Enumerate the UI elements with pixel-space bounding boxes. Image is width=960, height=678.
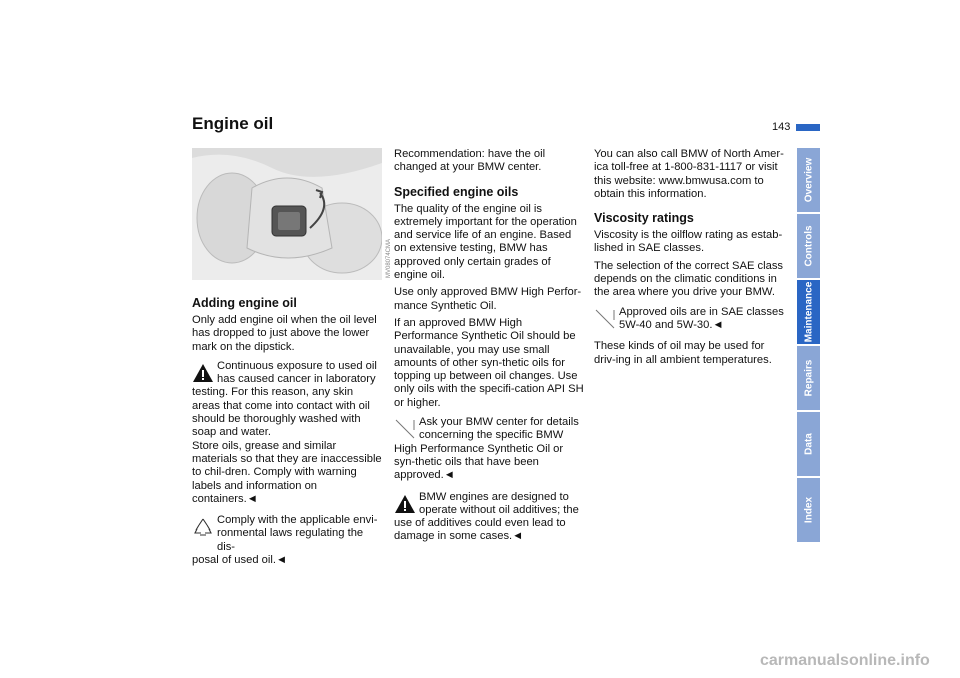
section-tabs (797, 148, 820, 544)
warning-note-cancer (192, 360, 384, 506)
svg-text:MV08074CMA: MV08074CMA (386, 238, 392, 278)
warning-note-additives (394, 491, 586, 544)
column-1 (192, 296, 384, 575)
note-icon (594, 308, 616, 330)
page-title: Engine oil (192, 114, 274, 133)
column-2 (394, 148, 586, 552)
warning-icon (394, 493, 416, 515)
tab-repairs[interactable]: Repairs (797, 346, 820, 410)
environment-note (192, 514, 384, 567)
warning-body: use of additives could even lead to damage in some cases.◄ (394, 517, 566, 543)
environment-lead: Comply with the applicable envi-ronmental laws regulating the dis- (217, 514, 378, 553)
recycle-icon (192, 516, 214, 538)
engine-oil-filler-photo (192, 148, 382, 280)
warning-lead: Continuous exposure to used oil has caused cancer in laboratory (217, 359, 377, 386)
tab-controls[interactable]: Controls (797, 214, 820, 278)
footer-watermark: carmanualsonline.info (760, 652, 930, 669)
heading-viscosity-ratings: Viscosity ratings (594, 211, 694, 226)
paragraph-select: The selection of the correct SAE class depends on the climatic conditions in the area where you drive your BMW. (594, 259, 784, 299)
heading-adding-engine-oil: Adding engine oil (192, 296, 297, 310)
tab-overview[interactable]: Overview (797, 148, 820, 212)
note-lead: Ask your BMW center for details concerning the specific BMW (419, 416, 579, 442)
page-number-bar (796, 124, 820, 131)
paragraph-if: If an approved BMW High Performance Synthetic Oil should be unavailable, you may use small amounts of other syn-thetic oils for topping up between oil changes. Use only oils with the specifi-cation API SH or higher. (394, 316, 584, 409)
note-approved-oils (594, 306, 786, 333)
tab-maintenance[interactable]: Maintenance (797, 280, 820, 344)
note-body: High Performance Synthetic Oil or syn-thetic oils that have been approved.◄ (394, 442, 564, 482)
paragraph-adding: Only add engine oil when the oil level has dropped to just above the lower mark on the dipstick. (192, 314, 377, 353)
heading-specified-engine-oils: Specified engine oils (394, 184, 519, 199)
paragraph-use: Use only approved BMW High Perfor-mance Synthetic Oil. (394, 286, 582, 312)
note-ask-bmw-center (394, 416, 586, 482)
tab-data[interactable]: Data (797, 412, 820, 476)
paragraph-viscosity: Viscosity is the oilflow rating as estab-lished in SAE classes. (594, 229, 783, 255)
warning-body-2: Store oils, grease and similar materials so that they are inaccessible to chil-dren. Comply with warning labels and information on containers.◄ (192, 439, 382, 505)
note-lead: Approved oils are in SAE classes 5W-40 and 5W-30.◄ (619, 305, 784, 331)
environment-body: posal of used oil.◄ (192, 554, 288, 567)
tab-index[interactable]: Index (797, 478, 820, 542)
paragraph-recommend: Recommendation: have the oil changed at your BMW center. (394, 148, 546, 174)
column-3 (594, 148, 786, 371)
photo-code (382, 210, 392, 280)
warning-body: testing. For this reason, any skin areas that come into contact with oil should be thoroughly washed with soap and water. (192, 386, 370, 439)
page-number: 143 (772, 121, 791, 133)
paragraph-kinds: These kinds of oil may be used for driv-ing in all ambient temperatures. (594, 340, 772, 366)
paragraph-call: You can also call BMW of North Amer-ica toll-free at 1-800-831-1117 or visit this website: www.bmwusa.com to obtain this information. (594, 148, 784, 200)
paragraph-quality: The quality of the engine oil is extremely important for the operation and service life of an engine. Based on extensive testing, BMW has approved only certain grades of engine oil. (394, 202, 577, 282)
note-icon (394, 418, 416, 440)
warning-lead: BMW engines are designed to operate without oil additives; the (419, 490, 579, 516)
warning-icon (192, 362, 214, 384)
